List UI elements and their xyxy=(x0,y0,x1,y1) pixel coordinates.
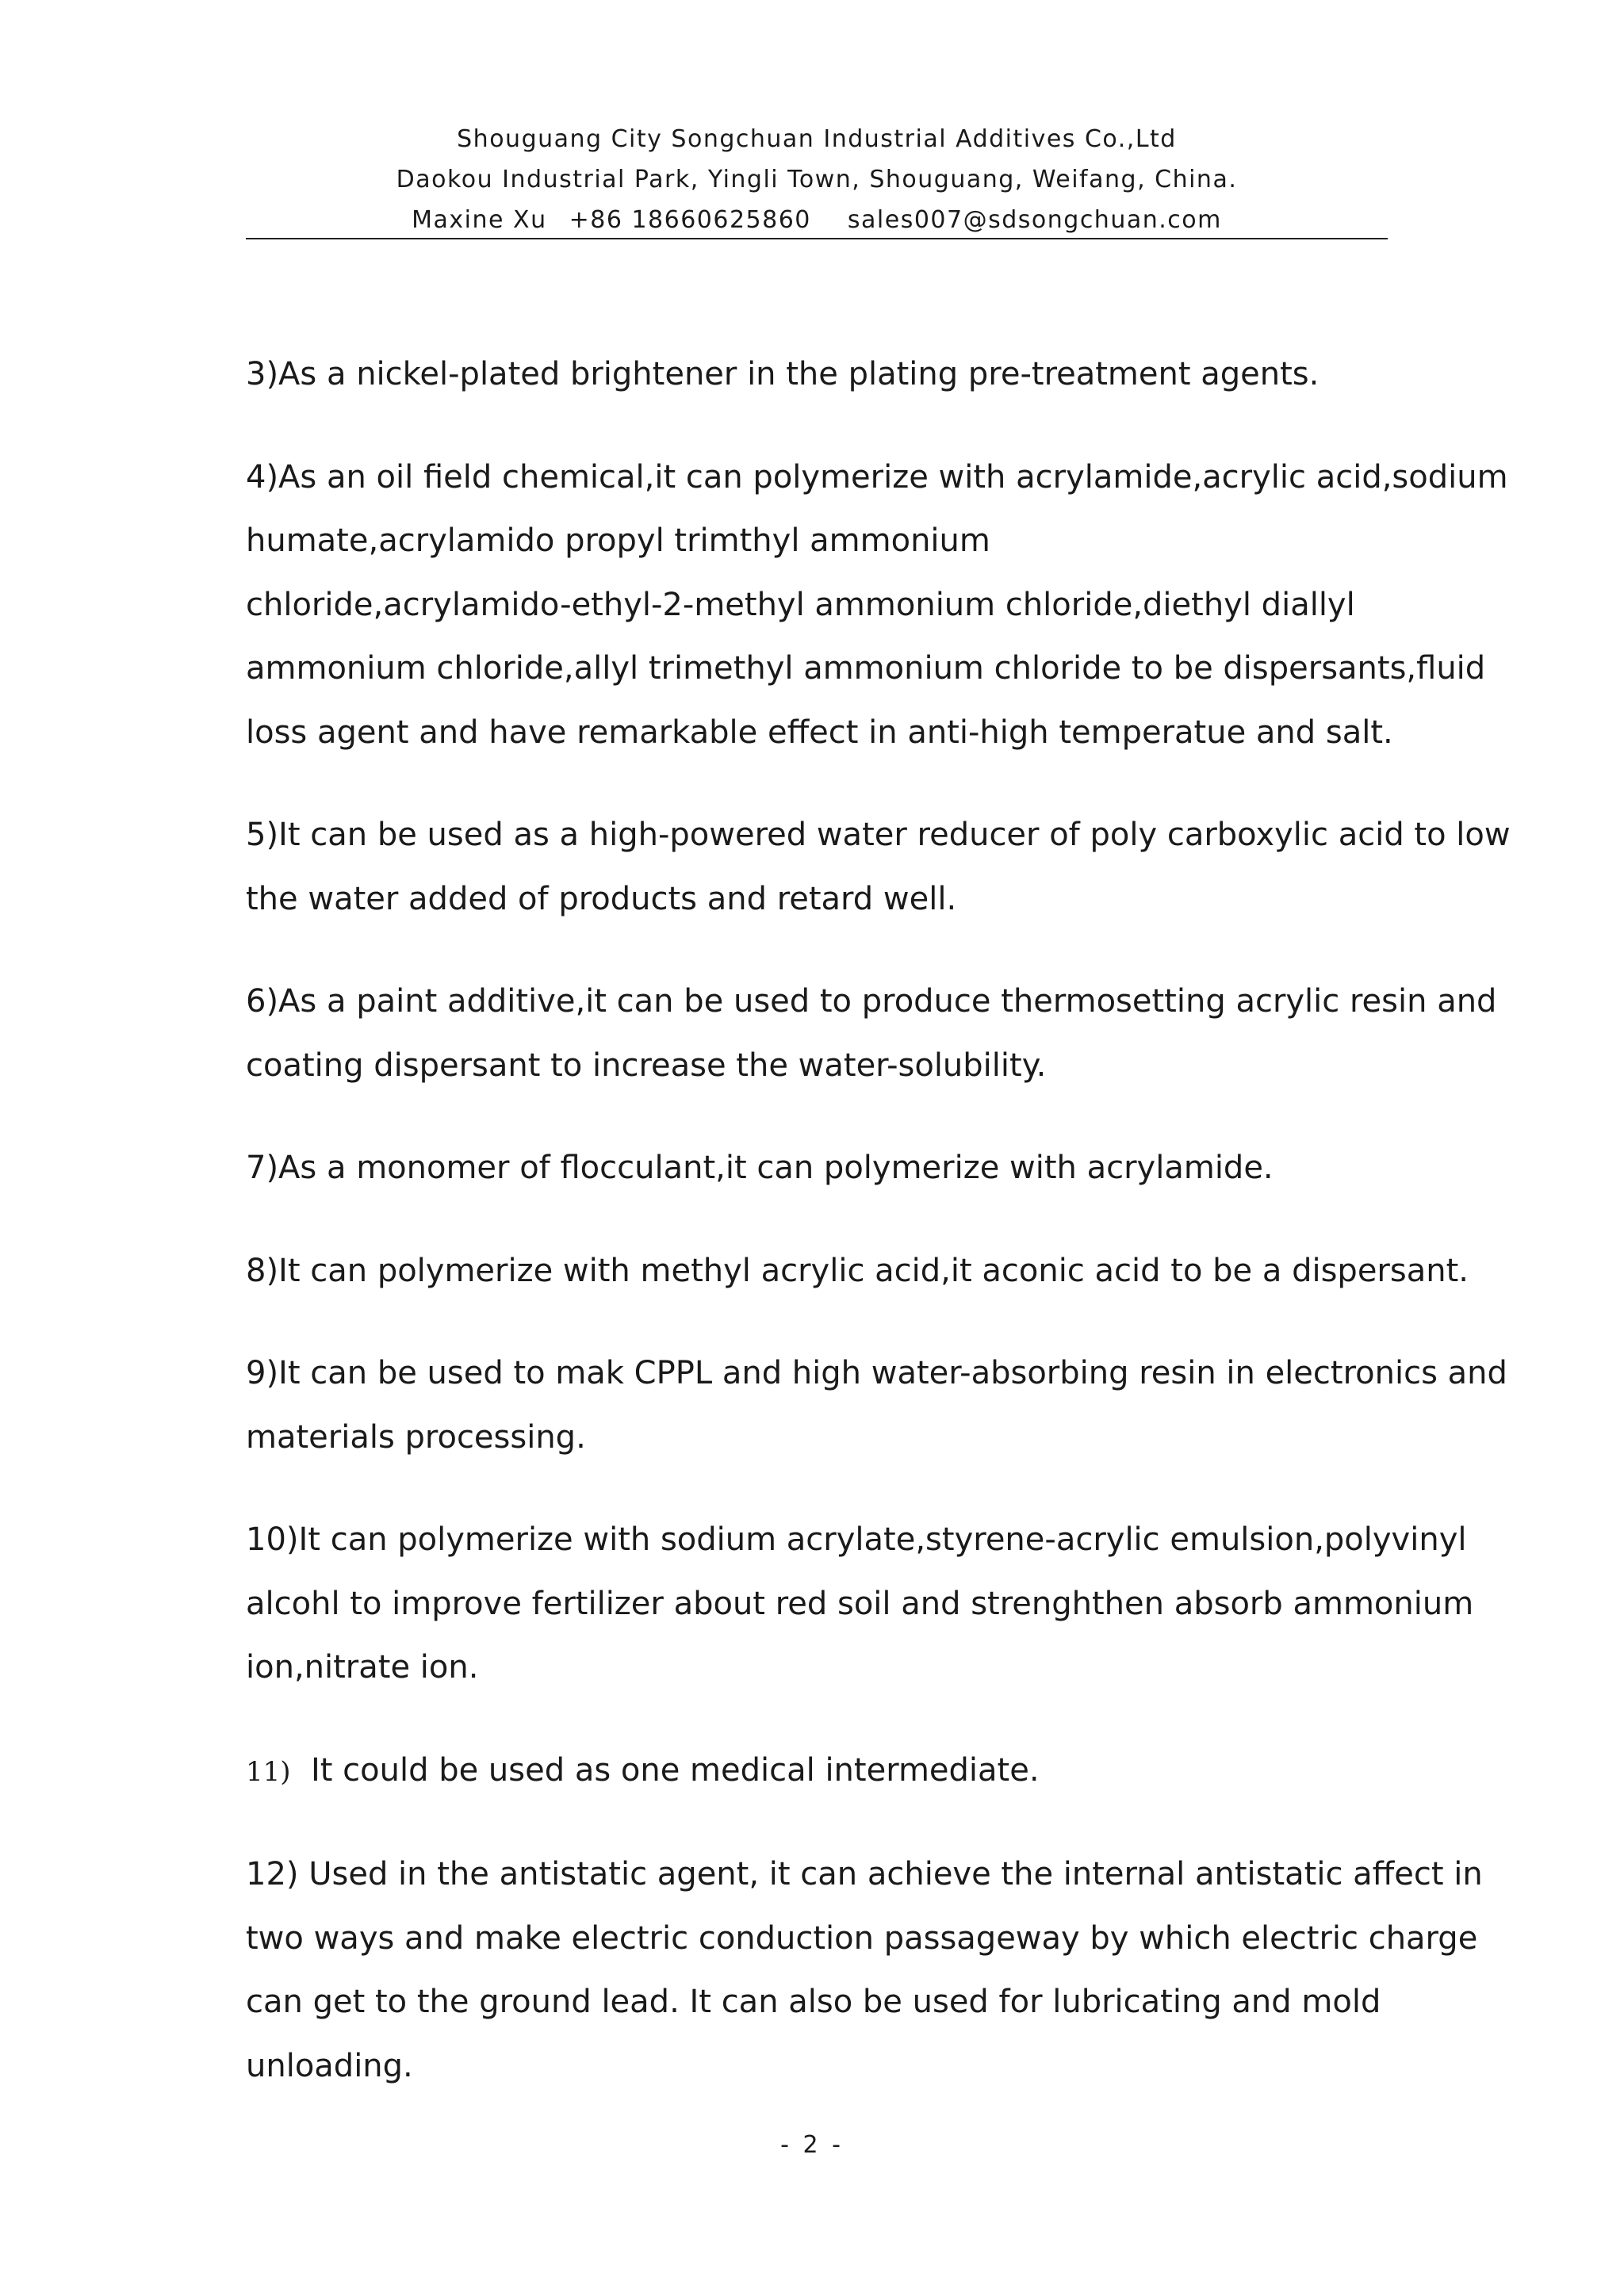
contact-name: Maxine Xu xyxy=(412,206,547,234)
text-line: loss agent and have remarkable effect in anti-high temperatue and salt. xyxy=(246,714,1393,751)
paragraph-6 xyxy=(246,970,1497,1097)
text-line: chloride,acrylamido-ethyl-2-methyl ammonium chloride,diethyl diallyl xyxy=(246,586,1355,623)
header-divider xyxy=(246,238,1388,239)
text-line: 10)It can polymerize with sodium acrylate,styrene-acrylic emulsion,polyvinyl xyxy=(246,1521,1467,1558)
document-body xyxy=(246,342,1511,2137)
text-line: 4)As an oil field chemical,it can polymerize with acrylamide,acrylic acid,sodium xyxy=(246,458,1508,496)
text-line xyxy=(246,1739,1388,1804)
paragraph-3 xyxy=(246,342,1388,407)
company-name: Shouguang City Songchuan Industrial Additives Co.,Ltd xyxy=(457,125,1177,153)
text-line: humate,acrylamido propyl trimthyl ammonium xyxy=(246,522,990,559)
paragraph-12 xyxy=(246,1843,1483,2098)
contact-phone: +86 18660625860 xyxy=(569,206,811,234)
paragraph-8 xyxy=(246,1239,1469,1303)
text-line: two ways and make electric conduction passageway by which electric charge xyxy=(246,1919,1478,1957)
text-line: unloading. xyxy=(246,2047,413,2084)
text-line: ammonium chloride,allyl trimethyl ammonium chloride to be dispersants,fluid xyxy=(246,650,1486,687)
text-line: coating dispersant to increase the water-solubility. xyxy=(246,1047,1047,1084)
paragraph-11 xyxy=(246,1739,1388,1804)
text-line: 9)It can be used to mak CPPL and high water-absorbing resin in electronics and xyxy=(246,1355,1507,1391)
text-line: alcohl to improve fertilizer about red soil and strenghthen absorb ammonium xyxy=(246,1585,1474,1622)
text-line: can get to the ground lead. It can also be used for lubricating and mold xyxy=(246,1984,1381,2020)
contact-email: sales007@sdsongchuan.com xyxy=(847,206,1222,234)
text-line: 5)It can be used as a high-powered water reducer of poly carboxylic acid to low xyxy=(246,817,1511,853)
text-line: ion,nitrate ion. xyxy=(246,1649,479,1686)
paragraph-10 xyxy=(246,1508,1474,1700)
paragraph-9 xyxy=(246,1341,1507,1469)
contact-line xyxy=(246,200,1388,240)
text-line: the water added of products and retard well. xyxy=(246,880,957,917)
text-line: 12) Used in the antistatic agent, it can achieve the internal antistatic affect in xyxy=(246,1856,1483,1892)
item-text: It could be used as one medical intermediate. xyxy=(310,1751,1040,1789)
text-line: materials processing. xyxy=(246,1418,586,1456)
paragraph-5 xyxy=(246,803,1511,931)
text-line: 7)As a monomer of flocculant,it can polymerize with acrylamide. xyxy=(246,1150,1274,1186)
letterhead xyxy=(246,119,1388,240)
page-number: - 2 - xyxy=(780,2131,844,2159)
text-line: 6)As a paint additive,it can be used to produce thermosetting acrylic resin and xyxy=(246,983,1497,1020)
company-address: Daokou Industrial Park, Yingli Town, Shouguang, Weifang, China. xyxy=(396,166,1238,193)
paragraph-4 xyxy=(246,446,1508,765)
paragraph-7 xyxy=(246,1136,1388,1200)
text-line: 8)It can polymerize with methyl acrylic acid,it aconic acid to be a dispersant. xyxy=(246,1252,1469,1289)
text-line: 3)As a nickel-plated brightener in the plating pre-treatment agents. xyxy=(246,356,1320,392)
item-number: 11) xyxy=(246,1755,291,1788)
